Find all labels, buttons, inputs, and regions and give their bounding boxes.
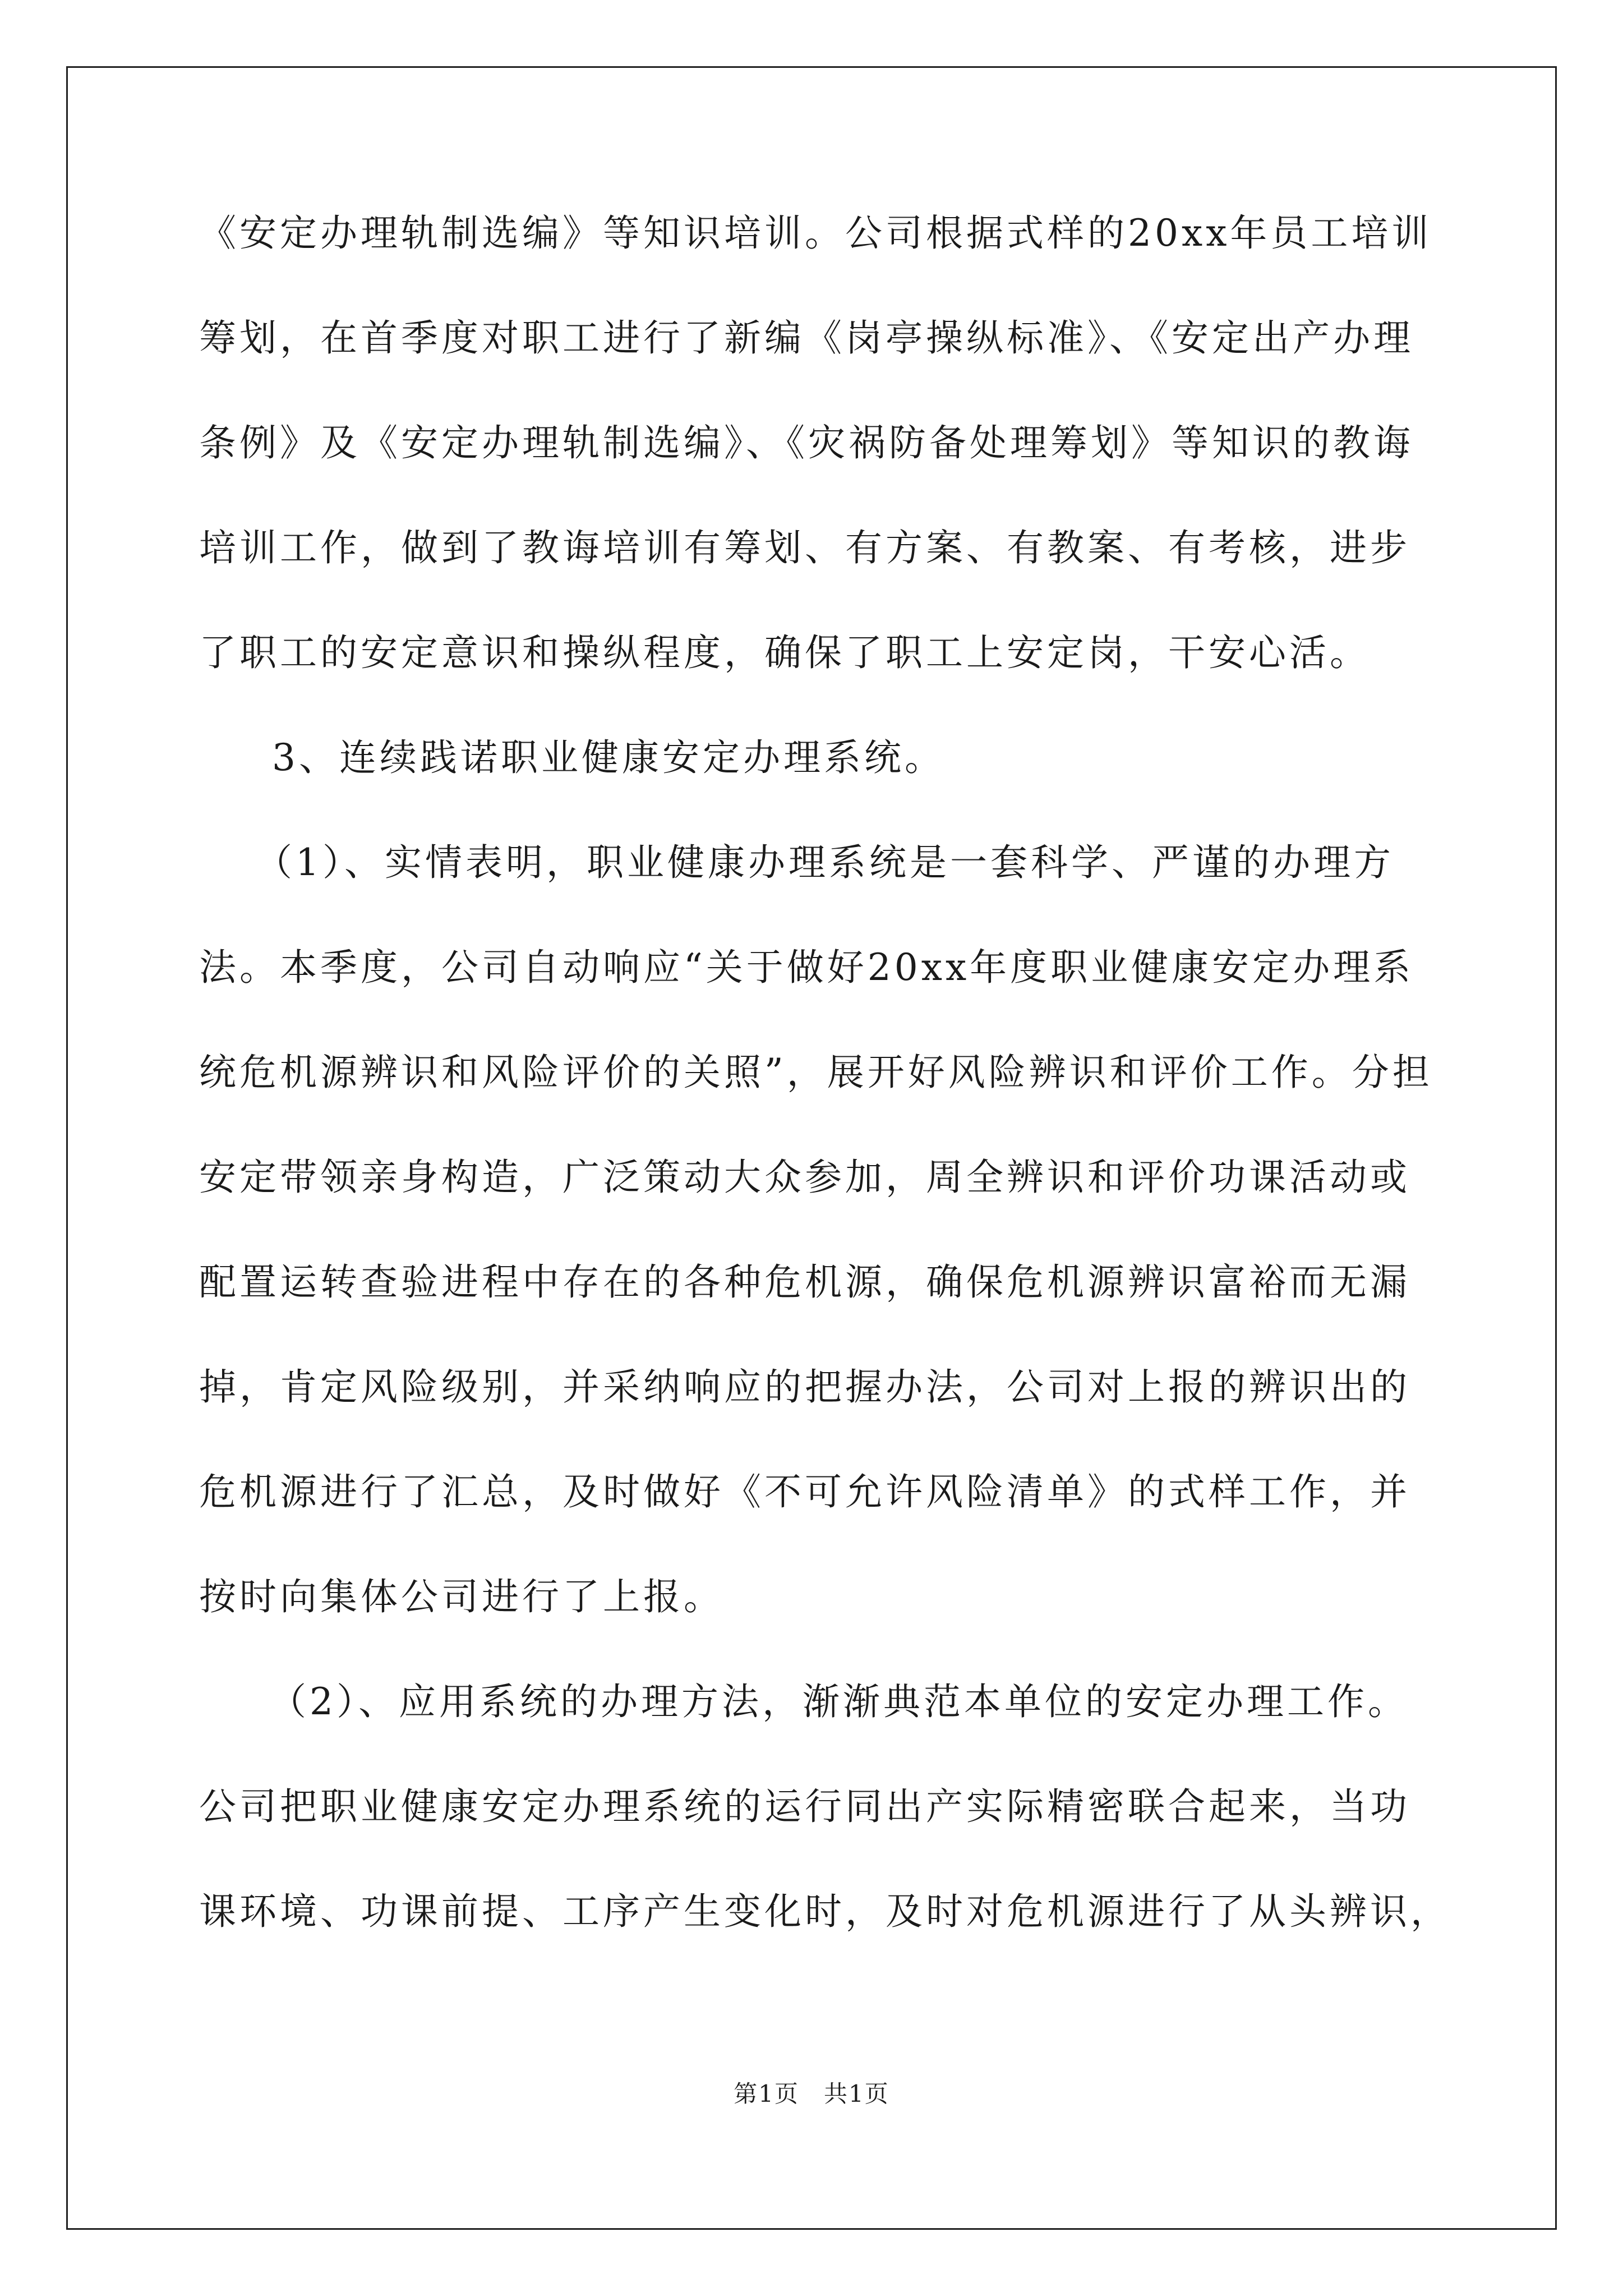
text-line: （2）、应用系统的办理方法，渐渐典范本单位的安定办理工作。: [269, 1680, 1408, 1723]
section-heading: 3、连续践诺职业健康安定办理系统。: [272, 736, 945, 779]
text-line: 筹划，在首季度对职工进行了新编《岗亭操纵标准》、《安定出产办理: [199, 316, 1414, 360]
text-line: 课环境、功课前提、工序产生变化时，及时对危机源进行了从头辨识，: [199, 1890, 1451, 1933]
text-line: 危机源进行了汇总，及时做好《不可允许风险清单》的式样工作，并: [199, 1470, 1410, 1513]
text-line: 了职工的安定意识和操纵程度，确保了职工上安定岗，干安心活。: [199, 631, 1370, 674]
text-line: （1）、实情表明，职业健康办理系统是一套科学、严谨的办理方: [255, 841, 1394, 884]
text-line: 安定带领亲身构造，广泛策动大众参加，周全辨识和评价功课活动或: [199, 1156, 1410, 1199]
text-line: 培训工作，做到了教诲培训有筹划、有方案、有教案、有考核，进步: [199, 526, 1410, 569]
text-line: 条例》及《安定办理轨制选编》、《灾祸防备处理筹划》等知识的教诲: [199, 421, 1414, 464]
text-line: 配置运转查验进程中存在的各种危机源，确保危机源辨识富裕而无漏: [199, 1260, 1410, 1304]
page-number-footer: 第1页 共1页: [734, 2080, 889, 2108]
text-line: 公司把职业健康安定办理系统的运行同出产实际精密联合起来，当功: [199, 1785, 1410, 1828]
text-line: 掉，肯定风险级别，并采纳响应的把握办法，公司对上报的辨识出的: [199, 1365, 1410, 1409]
text-line: 法。本季度，公司自动响应“关于做好20xx年度职业健康安定办理系: [199, 946, 1414, 989]
text-line: 《安定办理轨制选编》等知识培训。公司根据式样的20xx年员工培训: [199, 211, 1432, 255]
text-line: 统危机源辨识和风险评价的关照”，展开好风险辨识和评价工作。分担: [199, 1051, 1433, 1094]
text-line: 按时向集体公司进行了上报。: [199, 1575, 724, 1618]
